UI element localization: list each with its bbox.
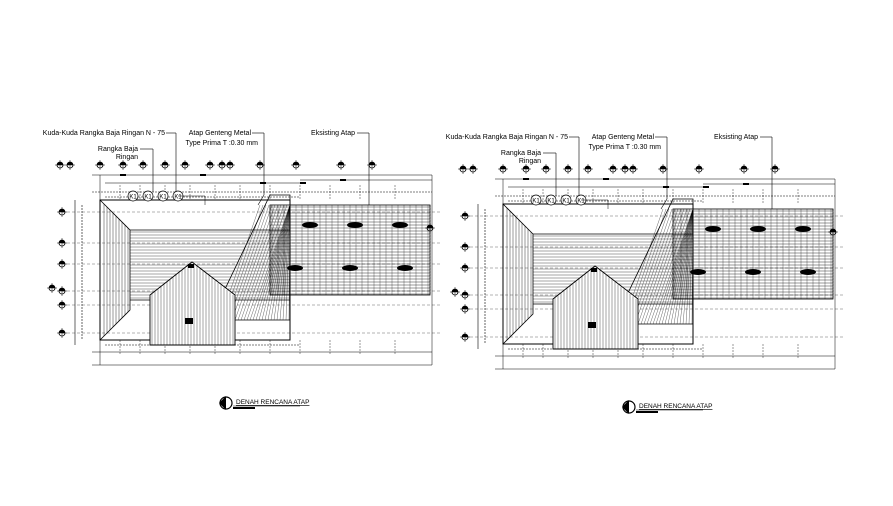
existing-roof-label: Eksisting Atap [714,134,758,141]
frame-label: Rangka Baja [97,146,138,153]
truss-tag-label: K1 [562,198,570,205]
roof-material-label: Atap Genteng Metal [591,134,654,141]
grid-axis-marker-icon [138,160,148,170]
section-marker-icon [622,400,635,414]
new-roof [503,199,693,349]
section-marker-icon [219,396,232,410]
grid-axis-marker-icon [739,164,749,174]
truss-tag-label: K1 [174,194,182,201]
truss-label: Kuda-Kuda Rangka Baja Ringan N - 75 [445,134,568,141]
grid-axis-marker-icon [770,164,780,174]
grid-axis-marker-icon [180,160,190,170]
grid-axis-marker-icon [65,160,75,170]
grid-axis-marker-icon [47,283,57,293]
truss-tag [158,191,168,201]
truss-tag-label: K1 [144,194,152,201]
roof-plan-2 [446,134,843,414]
frame-label: Ringan [518,158,541,165]
grid-axis-marker-icon [255,160,265,170]
new-roof [100,195,290,345]
grid-axis-marker-icon [160,160,170,170]
grid-axis-marker-icon [608,164,618,174]
roof-material-label: Atap Genteng Metal [188,130,251,137]
frame-label: Rangka Baja [500,150,541,157]
existing-roof [673,209,833,299]
roof-type-label: Type Prima T :0.30 mm [588,144,661,151]
grid-axis-marker-icon [563,164,573,174]
drawing-title [219,396,309,410]
truss-tag [128,191,138,201]
truss-tag-label: K1 [547,198,555,205]
truss-tag [531,195,541,205]
grid-axis-marker-icon [118,160,128,170]
roof-type-label: Type Prima T :0.30 mm [185,140,258,147]
grid-axis-marker-icon [658,164,668,174]
grid-axis-marker-icon [95,160,105,170]
grid-axis-marker-icon [367,160,377,170]
truss-tag [546,195,556,205]
drawing-title-text: DENAH RENCANA ATAP [639,403,713,410]
drawing-title-text: DENAH RENCANA ATAP [236,399,310,406]
truss-tag [143,191,153,201]
truss-tag-label: K1 [577,198,585,205]
truss-tag [561,195,571,205]
truss-label: Kuda-Kuda Rangka Baja Ringan N - 75 [42,130,165,137]
grid-axis-marker-icon [468,164,478,174]
grid-axis-marker-icon [458,164,468,174]
existing-roof-label: Eksisting Atap [311,130,355,137]
drawing-title [622,400,712,414]
grid-axis-marker-icon [541,164,551,174]
grid-axis-marker-icon [450,287,460,297]
grid-axis-marker-icon [498,164,508,174]
grid-axis-marker-icon [583,164,593,174]
frame-label: Ringan [115,154,138,161]
grid-axis-marker-icon [628,164,638,174]
grid-axis-marker-icon [694,164,704,174]
grid-axis-marker-icon [336,160,346,170]
truss-tag-label: K1 [532,198,540,205]
grid-axis-marker-icon [521,164,531,174]
truss-tag-label: K1 [129,194,137,201]
grid-axis-marker-icon [225,160,235,170]
grid-axis-marker-icon [205,160,215,170]
grid-axis-marker-icon [55,160,65,170]
truss-tag-label: K1 [159,194,167,201]
roof-plan-1 [43,130,440,410]
grid-axis-marker-icon [291,160,301,170]
existing-roof [270,205,430,295]
